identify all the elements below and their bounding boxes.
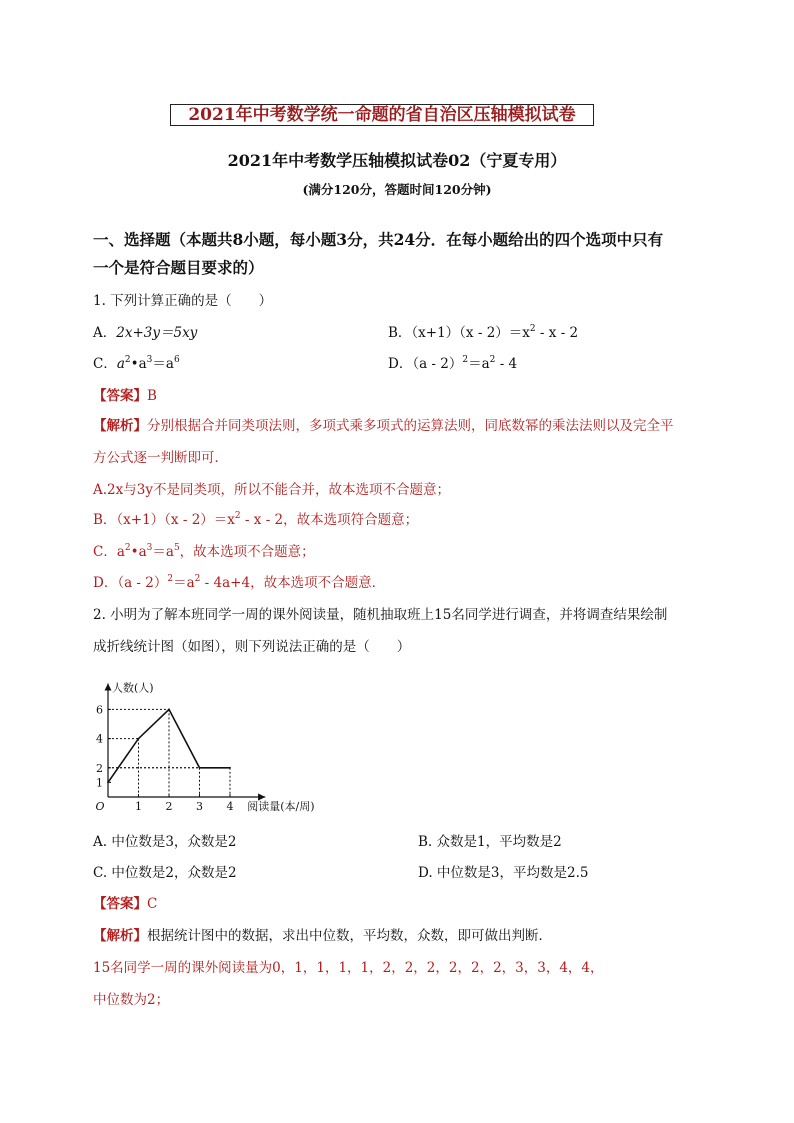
q1-option-d-pre: （a - 2） xyxy=(412,356,463,372)
q1-explain-d-sup1: 2 xyxy=(167,574,174,584)
q1-explain-c-sup2: 3 xyxy=(146,543,153,553)
q1-option-d-post: - 4 xyxy=(495,356,518,372)
q1-option-a-label: A． xyxy=(93,325,117,341)
q1-option-d-sup1: 2 xyxy=(462,355,469,365)
q2-answer-value: C xyxy=(147,896,158,912)
q1-analysis-text-1: 分别根据合并同类项法则，多项式乘多项式的运算法则，同底数幂的乘法法则以及完全平 xyxy=(147,418,674,434)
q1-option-c-label: C． xyxy=(93,356,117,372)
q2-option-c: C. 中位数是2，众数是2 xyxy=(93,865,237,881)
q1-option-c-c: ＝a xyxy=(152,356,174,372)
q1-option-c-a: a xyxy=(116,356,125,372)
q1-option-b-pre: （x+1）（x - 2）＝x xyxy=(411,325,530,341)
q2-answer-tag: 【答案】 xyxy=(93,896,147,912)
data-point-2 xyxy=(168,709,170,711)
section-heading-line-2: 一个是符合题目要求的） xyxy=(93,258,264,277)
q1-explain-c xyxy=(93,540,315,560)
q1-explain-c-sup3: 5 xyxy=(173,543,180,553)
q1-explain-d xyxy=(93,571,385,591)
q1-analysis-2: 方公式逐一判断即可． xyxy=(93,450,228,466)
q2-analysis-tag: 【解析】 xyxy=(93,928,147,944)
q2-analysis-text: 根据统计图中的数据，求出中位数，平均数，众数，即可做出判断． xyxy=(147,928,552,944)
q2-data-line: 15名同学一周的课外阅读量为0，1，1，1，1，2，2，2，2，2，2，3，3，4，4， xyxy=(93,960,604,976)
q1-explain-c-post: ，故本选项不合题意； xyxy=(179,544,315,560)
q2-stem-2: 成折线统计图（如图），则下列说法正确的是（ ） xyxy=(93,639,411,655)
origin-label: O xyxy=(95,800,105,813)
q1-option-b-post: - x - 2 xyxy=(535,325,579,341)
q1-answer xyxy=(93,384,157,404)
x-tick-label-2: 2 xyxy=(165,800,173,813)
q1-option-a xyxy=(93,321,197,341)
q1-explain-c-mid: •a xyxy=(130,544,147,560)
q1-stem: 1. 下列计算正确的是（ ） xyxy=(93,293,273,309)
exam-series-banner: 2021年中考数学统一命题的省自治区压轴模拟试卷 xyxy=(170,104,594,126)
q1-explain-c-sup1: 2 xyxy=(124,543,131,553)
q2-stem-1: 2. 小明为了解本班同学一周的课外阅读量，随机抽取班上15名同学进行调查，并将调查结果绘制 xyxy=(93,607,668,623)
q1-option-c xyxy=(93,352,180,372)
q1-option-d xyxy=(388,352,517,372)
q1-option-c-sup3: 6 xyxy=(173,355,180,365)
q1-option-a-text: 2x+3y＝5xy xyxy=(116,325,198,341)
q1-option-c-b: •a xyxy=(130,356,147,372)
page-subtitle: (满分120分，答题时间120分钟) xyxy=(302,182,492,197)
q1-explain-a: A.2x与3y不是同类项，所以不能合并，故本选项不合题意； xyxy=(93,482,450,498)
data-point-3 xyxy=(199,767,201,769)
y-axis-label: 人数(人) xyxy=(112,681,154,695)
q1-analysis-tag: 【解析】 xyxy=(93,418,147,434)
q1-option-c-sup1: 2 xyxy=(124,355,131,365)
q1-explain-c-pre: C．a xyxy=(93,544,125,560)
reading-line-chart xyxy=(88,660,348,820)
q2-option-d: D. 中位数是3，平均数是2.5 xyxy=(418,865,589,881)
q1-answer-tag: 【答案】 xyxy=(93,388,147,404)
q2-option-b: B. 众数是1，平均数是2 xyxy=(418,834,562,850)
q1-analysis-1 xyxy=(93,414,674,434)
q2-analysis xyxy=(93,924,552,944)
q1-option-b-label: B． xyxy=(388,325,412,341)
y-tick-label-6: 6 xyxy=(96,703,103,717)
y-tick-label-1: 1 xyxy=(96,776,103,790)
q2-answer xyxy=(93,892,157,912)
q1-explain-b-sup: 2 xyxy=(234,511,241,521)
q1-explain-b-post: - x - 2，故本选项符合题意； xyxy=(240,512,419,528)
q1-option-b xyxy=(388,321,578,341)
q1-option-d-sup2: 2 xyxy=(489,355,496,365)
x-tick-label-4: 4 xyxy=(226,800,234,813)
x-tick-label-3: 3 xyxy=(196,800,203,813)
section-heading-line-1: 一、选择题（本题共8小题，每小题3分，共24分．在每小题给出的四个选项中只有 xyxy=(93,230,664,249)
q1-explain-c-mid2: ＝a xyxy=(152,544,174,560)
data-point-4 xyxy=(229,767,231,769)
q2-option-a: A. 中位数是3，众数是2 xyxy=(93,834,237,850)
q1-explain-d-mid: ＝a xyxy=(173,575,195,591)
q1-explain-d-post: - 4a+4，故本选项不合题意． xyxy=(200,575,386,591)
section-heading xyxy=(93,226,713,282)
q1-option-d-mid: ＝a xyxy=(468,356,490,372)
x-axis-label: 阅读量(本/周) xyxy=(247,800,315,813)
q1-option-c-sup2: 3 xyxy=(146,355,153,365)
q1-explain-b xyxy=(93,508,418,528)
q1-answer-value: B xyxy=(147,388,157,404)
q1-option-d-label: D． xyxy=(388,356,413,372)
y-tick-label-2: 2 xyxy=(96,761,103,775)
data-point-1 xyxy=(138,738,140,740)
x-tick-label-1: 1 xyxy=(135,800,142,813)
q2-median-line: 中位数为2； xyxy=(93,992,170,1008)
page-title: 2021年中考数学压轴模拟试卷02（宁夏专用） xyxy=(227,151,567,170)
y-tick-label-4: 4 xyxy=(96,732,103,746)
q1-explain-d-pre: D．（a - 2） xyxy=(93,575,168,591)
q1-explain-b-pre: B．（x+1）（x - 2）＝x xyxy=(93,512,235,528)
q1-explain-d-sup2: 2 xyxy=(194,574,201,584)
q1-option-b-sup: 2 xyxy=(529,324,536,334)
